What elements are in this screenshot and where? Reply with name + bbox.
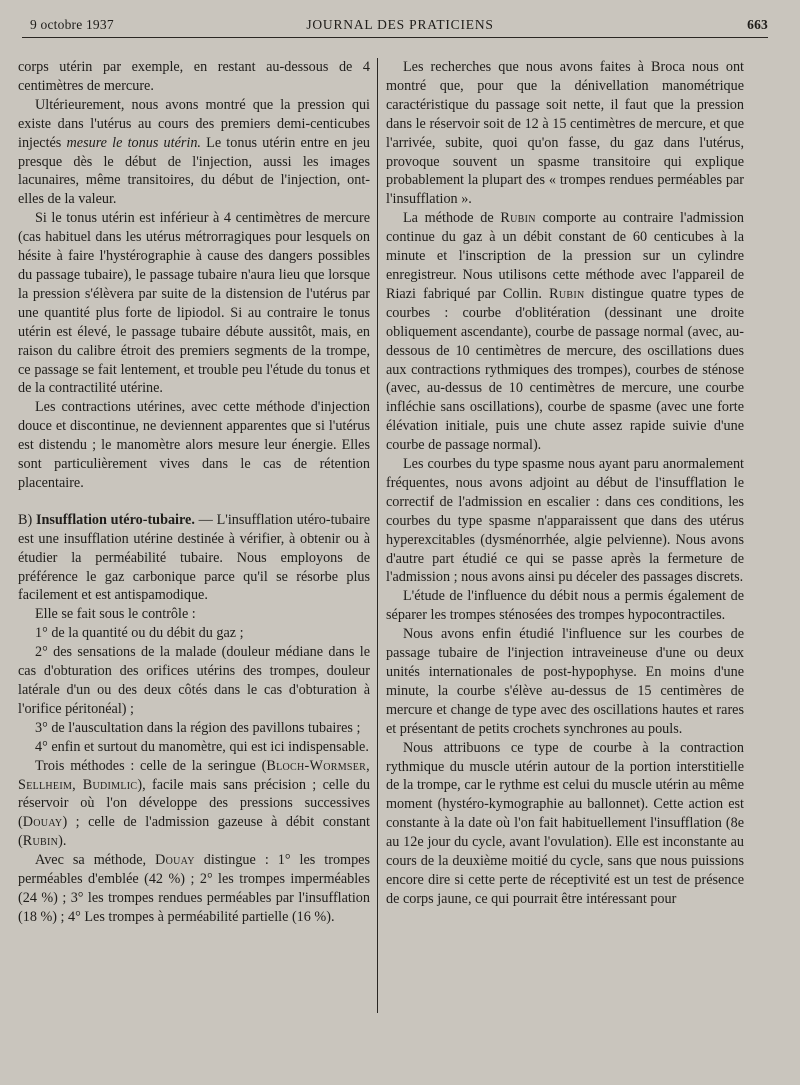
page-header — [0, 17, 800, 37]
paragraph: Si le tonus utérin est inférieur à 4 centimètres de mercure (cas habituel dans les utérus métrorragiques pour lesquels on hésite à faire l'hystérographie à cause des dangers possibles du passage tubaire), le passage tubaire n'aura lieu que lorsque la pression s'élèvera par suite de la distension de l'utérus par une quantité plus forte de lipiodol. Si au contraire le tonus utérin est élevé, le passage tubaire débute aussitôt, mais, en raison du calibre étroit des premiers segments de la trompe, ce passage se fait lentement, et trouble peu l'étude du tonus et de la contractilité utérine. — [18, 210, 370, 397]
paragraph: Nous attribuons ce type de courbe à la contraction rythmique du muscle utérin autour de la portion interstitielle de la trompe, car le rythme est celui du muscle utérin au même moment (hystéro-kymographie au ballonnet). Cette action est constante à la date où l'on fait habituellement l'insufflation (8e au 12e jour du cycle, avant l'ovulation). Elle est inconstante au cours de la deuxième moitié du cycle, sans que nous puissions encore dire si cette perte de réceptivité est un test de présence de corps jaune, ce qui pourrait être intéressant pour — [386, 739, 744, 907]
section-heading: Insufflation utéro-tubaire. — [35, 511, 195, 528]
left-column — [18, 58, 370, 927]
journal-title: JOURNAL DES PRATICIENS — [306, 17, 494, 32]
paragraph: Trois méthodes : celle de la seringue (Bloch-Wormser, Sellheim, Budimlic), facile mais sans précision ; celle du réservoir où l'on développe des pressions successives (Douay) ; celle de l'admission gazeuse à débit constant (Rubin). — [18, 757, 370, 850]
section-b: B) Insufflation utéro-tubaire. — L'insufflation utéro-tubaire est une insufflation utérine destinée à vérifier, à obtenir ou à étudier la perméabilité tubaire. Nous employons de préférence le gaz carbonique parce qu'il se résorbe plus facilement et est antispamodique. — [18, 511, 370, 604]
right-column — [386, 58, 744, 909]
paragraph: Ultérieurement, nous avons montré que la pression qui existe dans l'utérus au cours des premiers demi-centicubes injectés mesure le tonus utérin. Le tonus utérin entre en jeu presque dès le début de l'injection, aussi les images lacunaires, même transitoires, du début de l'injection, ont-elles de la valeur. — [18, 96, 370, 208]
page-number: 663 — [747, 17, 768, 32]
header-rule — [22, 37, 768, 38]
paragraph: Les courbes du type spasme nous ayant paru anormalement fréquentes, nous avons adjoint au début de l'insufflation le correctif de l'admission en escalier : dans ces conditions, les courbes du type spasme n'apparaissent que dans des utérus hyperexcitables (dysménorrhée, algie pelvienne). Nous avons d'autre part étudié ce qui se passe après la fermeture de l'admission ; nous avons ainsi pu déceler des passages discrets. — [386, 456, 744, 586]
column-divider — [377, 58, 378, 1013]
paragraph: Elle se fait sous le contrôle : — [35, 606, 196, 623]
list-item: 1° de la quantité ou du débit du gaz ; — [35, 625, 244, 642]
paragraph: corps utérin par exemple, en restant au-dessous de 4 centimètres de mercure. — [18, 59, 370, 94]
emphasis-text: mesure le tonus utérin. — [66, 134, 201, 151]
section-label: B) — [18, 511, 33, 528]
paragraph: Nous avons enfin étudié l'influence sur les courbes de passage tubaire de l'injection intraveineuse d'une ou deux unités internationales de post-hypophyse. En moins d'une minute, la courbe s'élève au-dessus de 15 centimères de mercure et change de type avec des oscillations hautes et rares et présentant de petits crochets synchrones au pouls. — [386, 626, 744, 737]
list-item: 3° de l'auscultation dans la région des pavillons tubaires ; — [35, 719, 361, 736]
paragraph: Les recherches que nous avons faites à Broca nous ont montré que, pour que la dénivellation manométrique caractéristique du passage soit nette, il faut que la pression dans le réservoir soit de 12 à 15 centimètres de mercure, et que l'arrivée, subite, quoi qu'on fasse, du gaz dans l'utérus, provoque souvent un spasme transitoire qui explique probablement la plupart des « trompes rendues perméables par l'insufflation ». — [386, 59, 744, 208]
issue-date: 9 octobre 1937 — [30, 17, 114, 32]
paragraph: Avec sa méthode, Douay distingue : 1° les trompes perméables d'emblée (42 %) ; 2° les trompes imperméables (24 %) ; 3° les trompes rendues perméables par l'insufflation (18 %) ; 4° Les trompes à perméabilité partielle (16 %). — [18, 852, 370, 925]
list-item: 4° enfin et surtout du manomètre, qui est ici indispensable. — [35, 738, 369, 755]
paragraph: La méthode de Rubin comporte au contraire l'admission continue du gaz à un débit constant de 60 centicubes à la minute et l'inscription de la pression sur un cylindre enregistreur. Nous utilisons cette méthode avec l'appareil de Riazi fabriqué par Collin. Rubin distingue quatre types de courbes : courbe d'oblitération (dessinant une droite obliquement ascendante), courbe de passage normal (avec, au-dessous de 10 centimètres de mercure, des oscillations dues aux contractions rythmiques des trompes), courbes de sténose (avec, au-dessus de 10 centimètres de mercure, une courbe infléchie sans oscillations), courbe de spasme (avec une forte élévation initiale, puis une chute assez rapide suivie d'une courbe de passage normal). — [386, 210, 744, 454]
paragraph: L'étude de l'influence du débit nous a permis également de séparer les trompes sténosées des trompes hypocontractiles. — [386, 588, 744, 624]
paragraph: Les contractions utérines, avec cette méthode d'injection douce et discontinue, ne deviennent apparentes que si l'utérus est distendu ; le manomètre alors mesure leur énergie. Elles sont particulièrement vives dans le cas de rétention placentaire. — [18, 399, 370, 491]
list-item: 2° des sensations de la malade (douleur médiane dans le cas d'obturation des orifices utérins des trompes, douleur latérale d'un ou des deux côtés dans le cas d'obturation à l'orifice péritonéal) ; — [18, 644, 370, 717]
